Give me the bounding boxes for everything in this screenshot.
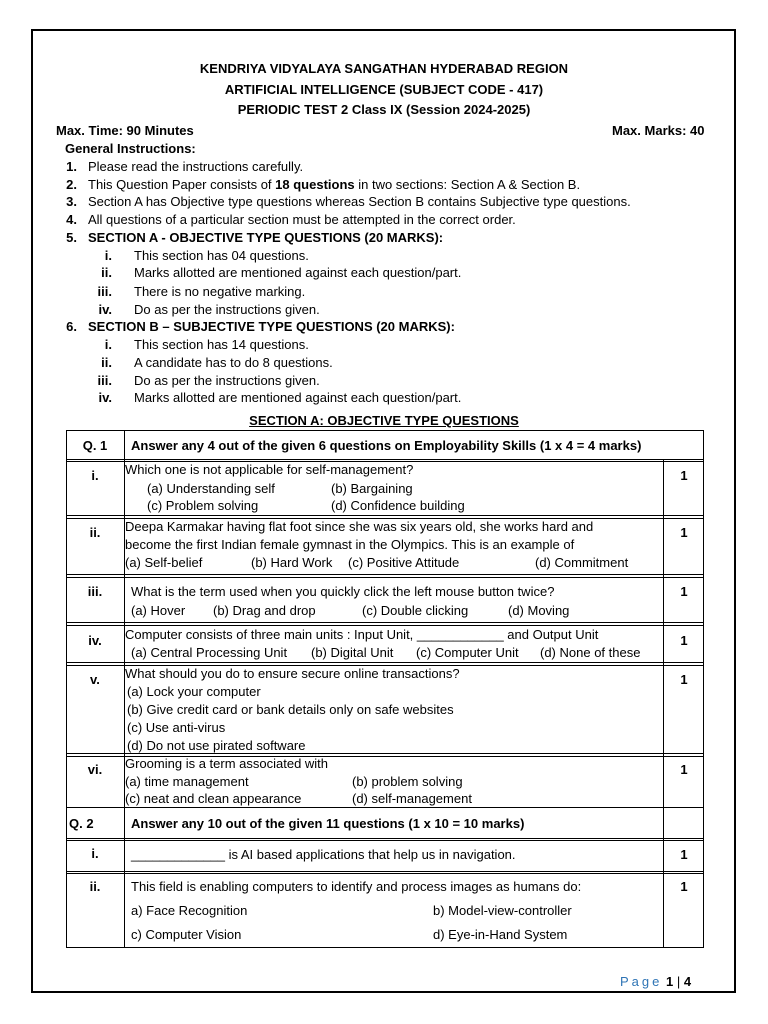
marks: 1 [680,584,688,599]
part-question: This field is enabling computers to identify and process images as humans do: [131,879,582,894]
question-number: Q. 1 [82,438,108,453]
section-a-title: SECTION A: OBJECTIVE TYPE QUESTIONS [249,413,519,428]
option: (b) Drag and drop [213,603,316,618]
option: (c) neat and clean appearance [125,791,302,806]
option: (c) Use anti-virus [127,720,226,735]
sub-text: A candidate has to do 8 questions. [134,355,333,370]
part-number: ii. [89,525,101,540]
option: (a) time management [125,774,249,789]
option: (b) Digital Unit [311,645,394,660]
marks: 1 [680,672,688,687]
instruction-text: Please read the instructions carefully. [88,159,304,174]
sub-num: i. [104,248,112,263]
sub-text: Marks allotted are mentioned against each question/part. [134,390,462,405]
option: (a) Central Processing Unit [131,645,288,660]
instruction-num: 6. [66,319,77,334]
option: b) Model-view-controller [433,903,572,918]
instruction-num: 3. [66,194,77,209]
page-number: 1 [666,974,674,989]
page-total: 4 [683,974,692,989]
part-number: i. [91,846,99,861]
part-number: i. [91,468,99,483]
option: (d) Moving [508,603,570,618]
max-time: Max. Time: 90 Minutes [56,123,194,138]
sub-text: Do as per the instructions given. [134,302,320,317]
option: (a) Understanding self [147,481,275,496]
sub-num: iii. [97,284,112,299]
part-question: Grooming is a term associated with [125,756,329,771]
part-question: become the first Indian female gymnast in the Olympics. This is an example of [125,537,575,552]
page-label: Page [620,974,663,989]
sub-text: This section has 14 questions. [134,337,309,352]
option: (b) Hard Work [251,555,333,570]
option: (c) Problem solving [147,498,259,513]
instruction-text: Section A has Objective type questions whereas Section B contains Subjective type questions. [88,194,631,209]
option: (b) Bargaining [331,481,413,496]
school-name: KENDRIYA VIDYALAYA SANGATHAN HYDERABAD REGION [199,61,569,76]
option: (d) self-management [352,791,472,806]
instruction-num: 1. [66,159,77,174]
part-question: What should you do to ensure secure online transactions? [125,666,460,681]
option: (a) Hover [131,603,186,618]
question-text: Answer any 10 out of the given 11 questions (1 x 10 = 10 marks) [131,816,525,831]
sub-text: Do as per the instructions given. [134,373,320,388]
sub-num: ii. [101,355,112,370]
option: a) Face Recognition [131,903,248,918]
marks: 1 [680,525,688,540]
sub-text: There is no negative marking. [134,284,306,299]
instruction-text: This Question Paper consists of 18 questions in two sections: Section A & Section B. [88,177,581,192]
instruction-num: 2. [66,177,77,192]
sub-text: This section has 04 questions. [134,248,309,263]
part-number: iv. [88,633,102,648]
question-text: Answer any 4 out of the given 6 questions on Employability Skills (1 x 4 = 4 marks) [131,438,642,453]
sub-num: ii. [101,265,112,280]
instruction-num: 5. [66,230,77,245]
question-number: Q. 2 [69,816,94,831]
part-number: v. [90,672,100,687]
option: (d) Do not use pirated software [127,738,306,753]
sub-num: iv. [98,390,112,405]
part-question: What is the term used when you quickly click the left mouse button twice? [131,584,555,599]
part-question: Computer consists of three main units : Input Unit, ____________ and Output Unit [125,627,599,642]
part-question: Deepa Karmakar having flat foot since she was six years old, she works hard and [125,519,594,534]
option: (a) Self-belief [125,555,203,570]
marks: 1 [680,633,688,648]
marks: 1 [680,847,688,862]
option: (c) Double clicking [362,603,469,618]
test-title: PERIODIC TEST 2 Class IX (Session 2024-2025) [237,102,531,117]
option: (d) Confidence building [331,498,465,513]
option: (b) problem solving [352,774,463,789]
instructions-title: General Instructions: [65,141,196,156]
max-marks: Max. Marks: 40 [612,123,705,138]
part-number: ii. [89,879,101,894]
section-a-instruction: SECTION A - OBJECTIVE TYPE QUESTIONS (20 MARKS): [88,230,444,245]
marks: 1 [680,762,688,777]
section-b-instruction: SECTION B – SUBJECTIVE TYPE QUESTIONS (20 MARKS): [88,319,455,334]
option: (a) Lock your computer [127,684,261,699]
marks: 1 [680,468,688,483]
option: (d) None of these [540,645,641,660]
sub-num: iii. [97,373,112,388]
option: c) Computer Vision [131,927,242,942]
option: (b) Give credit card or bank details only on safe websites [127,702,454,717]
subject-title: ARTIFICIAL INTELLIGENCE (SUBJECT CODE - 417) [224,82,544,97]
option: d) Eye-in-Hand System [433,927,568,942]
part-question: _____________ is AI based applications that help us in navigation. [131,847,516,862]
part-number: iii. [87,584,103,599]
part-number: vi. [87,762,103,777]
instruction-num: 4. [66,212,77,227]
part-question: Which one is not applicable for self-management? [125,462,414,477]
page-footer: Page 1 | 4 [620,974,692,989]
sub-text: Marks allotted are mentioned against each question/part. [134,265,462,280]
option: (d) Commitment [535,555,629,570]
instruction-text: All questions of a particular section must be attempted in the correct order. [88,212,516,227]
marks: 1 [680,879,688,894]
sub-num: i. [104,337,112,352]
option: (c) Positive Attitude [348,555,460,570]
option: (c) Computer Unit [416,645,519,660]
sub-num: iv. [98,302,112,317]
